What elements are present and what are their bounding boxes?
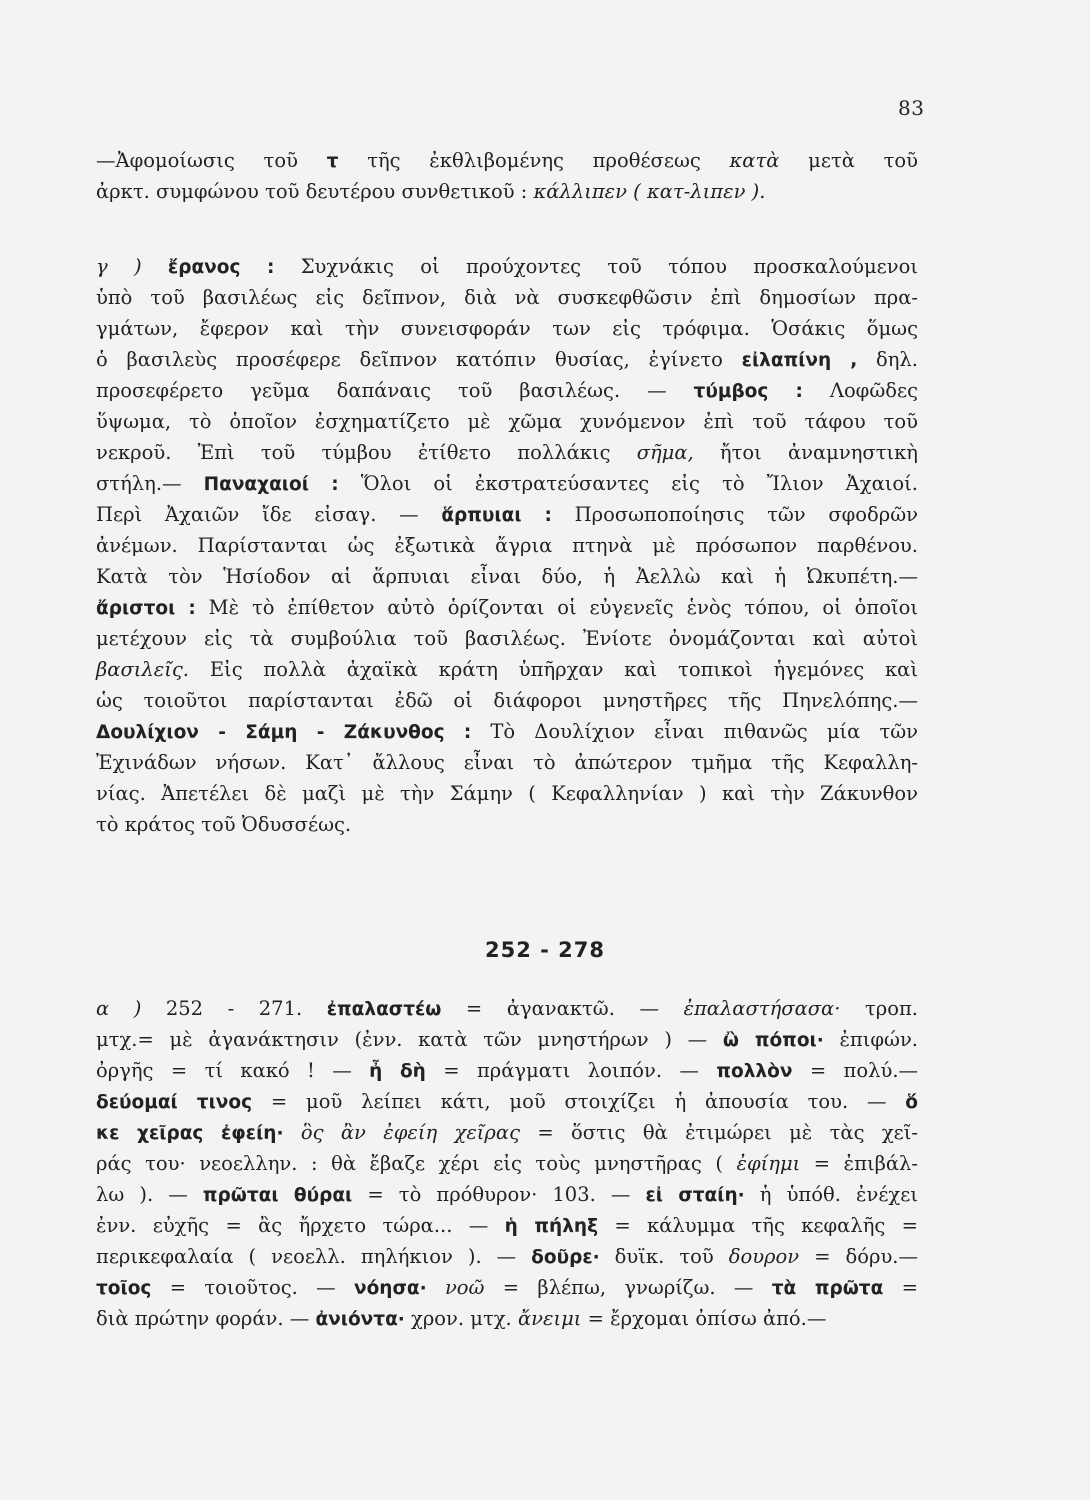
text-segment: Ἐχινάδων νήσων. Κατ᾽ ἄλλους εἶναι τὸ ἀπώτερον τμῆμα τῆς Κεφαλλη-: [96, 751, 918, 774]
bold-term: πρῶται θύραι: [202, 1185, 353, 1206]
text-segment: μετὰ τοῦ: [779, 149, 919, 172]
bold-term: ἡ πήληξ: [504, 1216, 599, 1237]
text-line: [96, 313, 918, 344]
text-segment: Κατὰ τὸν Ἡσίοδον αἱ ἅρπυιαι εἶναι δύο, ἡ Ἀελλὼ καὶ ἡ Ὠκυπέτη.—: [96, 565, 918, 588]
text-segment: τροπ.: [840, 997, 918, 1020]
text-line: [96, 437, 918, 468]
page-number: 83: [898, 96, 925, 120]
text-line: [96, 1179, 918, 1210]
text-line: [96, 375, 918, 406]
text-segment: νεκροῦ. Ἐπὶ τοῦ τύμβου ἐτίθετο πολλάκις: [96, 441, 637, 464]
bold-term: τοῖος: [96, 1278, 152, 1299]
text-segment: = ἀγανακτῶ. —: [441, 997, 684, 1020]
bold-term: ὅ: [905, 1092, 918, 1113]
text-line: [96, 561, 918, 592]
text-segment: διὰ πρώτην φοράν. —: [96, 1307, 316, 1330]
text-segment: ράς του· νεοελλην. : θὰ ἔβαζε χέρι εἰς τοὺς μνηστῆρας (: [96, 1152, 737, 1175]
paragraph-gamma: [96, 251, 918, 840]
italic-term: κατὰ: [729, 149, 780, 172]
text-segment: ἐπιφών.: [823, 1028, 918, 1051]
text-line: [96, 530, 918, 561]
text-line: [96, 145, 918, 176]
text-line: [96, 1117, 918, 1148]
text-segment: μετέχουν εἰς τὰ συμβούλια τοῦ βασιλέως. Ἐνίοτε ὀνομάζονται καὶ αὐτοὶ: [96, 627, 918, 650]
text-segment: = τὸ πρόθυρον· 103. —: [352, 1183, 646, 1206]
text-segment: = μοῦ λείπει κάτι, μοῦ στοιχίζει ἡ ἀπουσία του. —: [252, 1090, 906, 1113]
bold-term: Δουλίχιον - Σάμη - Ζάκυνθος :: [96, 722, 472, 743]
italic-term: ὃς ἂν ἐφείη χεῖρας: [300, 1121, 520, 1144]
bold-term: εἰ σταίη·: [645, 1185, 745, 1206]
italic-term: κάλλιπεν ( κατ-λιπεν ).: [533, 180, 766, 203]
text-line: [96, 1024, 918, 1055]
italic-term: ἄνειμι: [517, 1307, 582, 1330]
section-heading: 252 - 278: [484, 938, 605, 962]
text-line: [96, 1241, 918, 1272]
text-segment: ἐνν. εὐχῆς = ἂς ἤρχετο τώρα... —: [96, 1214, 505, 1237]
text-segment: 252 - 271.: [141, 997, 327, 1020]
text-line: [96, 1303, 918, 1334]
text-segment: Εἰς πολλὰ ἀχαϊκὰ κράτη ὑπῆρχαν καὶ τοπικοὶ ἡγεμόνες καὶ: [189, 658, 918, 681]
text-line: [96, 282, 918, 313]
text-line: [96, 747, 918, 778]
text-line: [96, 251, 918, 282]
text-line: [96, 1086, 918, 1117]
italic-term: γ ): [96, 255, 142, 278]
bold-term: τύμβος :: [693, 381, 803, 402]
text-line: [96, 778, 918, 809]
text-line: [96, 809, 918, 840]
text-segment: =: [883, 1276, 918, 1299]
text-segment: = τοιοῦτος. —: [151, 1276, 354, 1299]
text-segment: ἀρκτ. συμφώνου τοῦ δευτέρου συνθετικοῦ :: [96, 180, 534, 203]
italic-term: δουρον: [728, 1245, 800, 1268]
bold-term: ἔρανος :: [167, 257, 275, 278]
bold-term: νόησα·: [353, 1278, 427, 1299]
text-segment: ὑπὸ τοῦ βασιλέως εἰς δεῖπνον, διὰ νὰ συσκεφθῶσιν ἐπὶ δημοσίων πρα-: [96, 286, 918, 309]
text-segment: = ἔρχομαι ὀπίσω ἀπό.—: [581, 1307, 827, 1330]
text-segment: = ἐπιβάλ-: [800, 1152, 918, 1175]
bold-term: ἐπαλαστέω: [326, 999, 442, 1020]
text-line: [96, 1210, 918, 1241]
text-line: [96, 176, 918, 207]
bold-term: δοῦρε·: [531, 1247, 600, 1268]
text-segment: περικεφαλαία ( νεοελλ. πηλήκιον ). —: [96, 1245, 532, 1268]
text-segment: = δόρυ.—: [799, 1245, 918, 1268]
text-line: [96, 685, 918, 716]
text-segment: τὸ κράτος τοῦ Ὀδυσσέως.: [96, 813, 352, 836]
bold-term: πολλὸν: [716, 1061, 793, 1082]
text-segment: μτχ.= μὲ ἀγανάκτησιν (ἐνν. κατὰ τῶν μνηστήρων ) —: [96, 1028, 723, 1051]
text-segment: στήλη.—: [96, 472, 204, 495]
italic-term: α ): [96, 997, 142, 1020]
text-segment: λω ). —: [96, 1183, 203, 1206]
text-segment: τῆς ἐκθλιβομένης προθέσεως: [338, 149, 730, 172]
bold-term: ἄριστοι :: [96, 598, 196, 619]
text-segment: ὡς τοιοῦτοι παρίστανται ἐδῶ οἱ διάφοροι μνηστῆρες τῆς Πηνελόπης.—: [96, 689, 918, 712]
text-segment: = ὅστις θὰ ἐτιμώρει μὲ τὰς χεῖ-: [520, 1121, 919, 1144]
text-segment: = πράγματι λοιπόν. —: [425, 1059, 717, 1082]
text-line: [96, 716, 918, 747]
intro-text: [96, 145, 918, 207]
bold-term: ὢ πόποι·: [722, 1030, 824, 1051]
italic-term: ἐπαλαστήσασα·: [683, 997, 841, 1020]
text-segment: [142, 255, 168, 278]
text-segment: Τὸ Δουλίχιον εἶναι πιθανῶς μία τῶν: [471, 720, 918, 743]
text-line: [96, 1055, 918, 1086]
text-line: [96, 654, 918, 685]
bold-term: τὰ πρῶτα: [771, 1278, 884, 1299]
text-segment: ἤτοι ἀναμνηστικὴ: [693, 441, 918, 464]
italic-term: σῆμα,: [636, 441, 694, 464]
bold-term: ἅρπυιαι :: [441, 505, 552, 526]
text-segment: νίας. Ἀπετέλει δὲ μαζὶ μὲ τὴν Σάμην ( Κεφαλληνίαν ) καὶ τὴν Ζάκυνθον: [96, 782, 918, 805]
paragraph-alpha: [96, 993, 918, 1334]
text-segment: ὕψωμα, τὸ ὁποῖον ἐσχηματίζετο μὲ χῶμα χυνόμενον ἐπὶ τοῦ τάφου τοῦ: [96, 410, 918, 433]
text-line: [96, 592, 918, 623]
text-segment: = κάλυμμα τῆς κεφαλῆς =: [598, 1214, 918, 1237]
bold-term: ἀνιόντα·: [315, 1309, 405, 1330]
text-segment: Περὶ Ἀχαιῶν ἴδε εἰσαγ. —: [96, 503, 442, 526]
text-segment: δυϊκ. τοῦ: [599, 1245, 729, 1268]
text-line: [96, 344, 918, 375]
text-segment: [283, 1121, 300, 1144]
text-segment: γμάτων, ἔφερον καὶ τὴν συνεισφοράν των εἰς τρόφιμα. Ὁσάκις ὅμως: [96, 317, 918, 340]
text-segment: Ὅλοι οἱ ἐκστρατεύσαντες εἰς τὸ Ἴλιον Ἀχαιοί.: [338, 472, 918, 495]
text-segment: [427, 1276, 445, 1299]
text-segment: Μὲ τὸ ἐπίθετον αὐτὸ ὁρίζονται οἱ εὐγενεῖς ἑνὸς τόπου, οἱ ὁποῖοι: [195, 596, 918, 619]
bold-term: εἰλαπίνη ,: [741, 350, 858, 371]
bold-term: δεύομαί τινος: [96, 1092, 253, 1113]
italic-term: νοῶ: [444, 1276, 485, 1299]
text-segment: ὁ βασιλεὺς προσέφερε δεῖπνον κατόπιν θυσίας, ἐγίνετο: [96, 348, 742, 371]
text-segment: ὀργῆς = τί κακό ! —: [96, 1059, 370, 1082]
text-line: [96, 406, 918, 437]
text-line: [96, 1272, 918, 1303]
text-line: [96, 1148, 918, 1179]
text-segment: Συχνάκις οἱ προύχοντες τοῦ τόπου προσκαλούμενοι: [274, 255, 919, 278]
text-segment: ἀνέμων. Παρίστανται ὡς ἐξωτικὰ ἄγρια πτηνὰ μὲ πρόσωπον παρθένου.: [96, 534, 918, 557]
text-segment: ἡ ὑπόθ. ἐνέχει: [744, 1183, 918, 1206]
text-segment: Λοφῶδες: [802, 379, 919, 402]
text-segment: προσεφέρετο γεῦμα δαπάναις τοῦ βασιλέως. —: [96, 379, 694, 402]
text-line: [96, 993, 918, 1024]
text-segment: δηλ.: [857, 348, 918, 371]
text-line: [96, 623, 918, 654]
bold-term: Παναχαιοί :: [203, 474, 339, 495]
text-segment: Προσωποποίησις τῶν σφοδρῶν: [551, 503, 919, 526]
text-segment: χρον. μτχ.: [404, 1307, 518, 1330]
italic-term: βασιλεῖς.: [96, 658, 189, 681]
text-segment: = πολύ.—: [792, 1059, 919, 1082]
text-segment: = βλέπω, γνωρίζω. —: [484, 1276, 772, 1299]
bold-term: ἦ δὴ: [369, 1061, 426, 1082]
text-segment: —Ἀφομοίωσις τοῦ: [96, 149, 327, 172]
bold-term: κε χεῖρας ἐφείη·: [96, 1123, 284, 1144]
italic-term: ἐφίημι: [736, 1152, 801, 1175]
text-line: [96, 468, 918, 499]
bold-term: τ: [326, 151, 339, 172]
text-line: [96, 499, 918, 530]
